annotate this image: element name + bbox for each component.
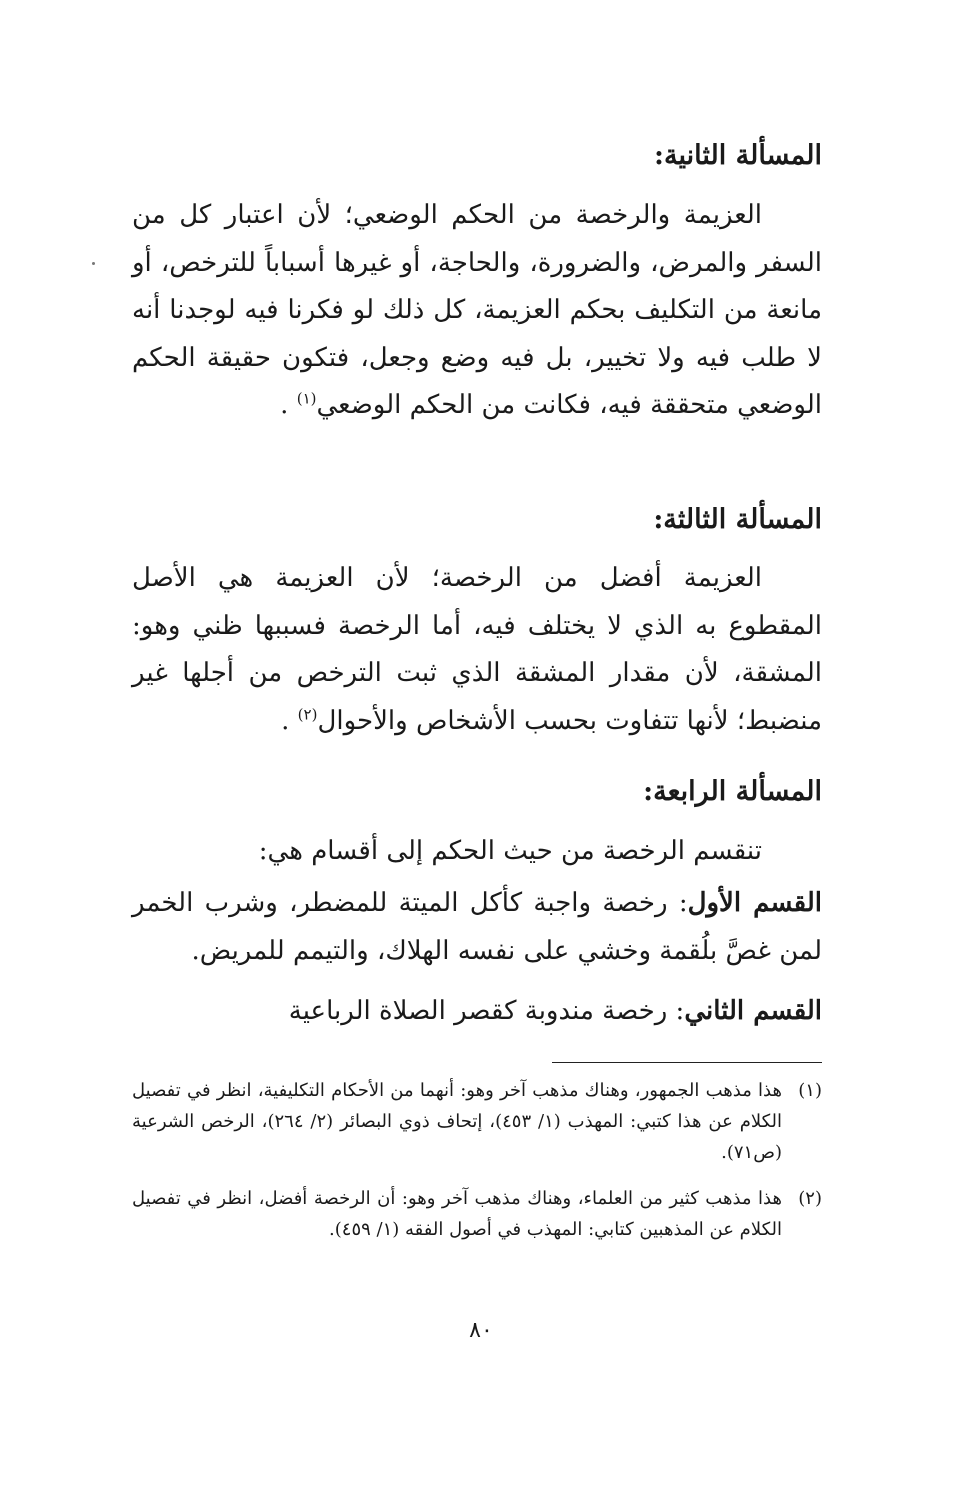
issue-3-heading: المسألة الثالثة: bbox=[653, 504, 822, 535]
issue-2-body: العزيمة والرخصة من الحكم الوضعي؛ لأن اعتبار كل من السفر والمرض، والضرورة، والحاجة، أو غيرها أسباباً للترخص، أو مانعة من التكليف بحكم العزيمة، كل ذلك لو فكرنا فيه لوجدنا أنه لا طلب فيه ولا تخيير، بل فيه وضع وجعل، فتكون حقيقة الحكم الوضعي متحققة فيه، فكانت من الحكم الوضعي bbox=[132, 200, 822, 420]
footnote-ref-2: (٢) bbox=[297, 704, 318, 723]
issue-4-heading: المسألة الرابعة: bbox=[643, 776, 822, 807]
scan-speck bbox=[92, 262, 95, 265]
issue-3-end: . bbox=[281, 705, 290, 736]
footnote-2 bbox=[132, 1183, 822, 1245]
part-2-label: القسم الثاني bbox=[684, 996, 822, 1026]
part-2-text: : رخصة مندوبة كقصر الصلاة الرباعية bbox=[288, 996, 685, 1026]
footnote-1-text: هذا مذهب الجمهور، وهناك مذهب آخر وهو: أنهما من الأحكام التكليفية، انظر في تفصيل الكلام عن هذا كتبي: المهذب (١/ ٤٥٣)، إتحاف ذوي البصائر (٢/ ٢٦٤)، الرخص الشرعية (ص٧١). bbox=[132, 1080, 783, 1163]
footnote-2-text: هذا مذهب كثير من العلماء، وهناك مذهب آخر وهو: أن الرخصة أفضل، انظر في تفصيل الكلام عن المذهبين كتابي: المهذب في أصول الفقه (١/ ٤٥٩). bbox=[132, 1188, 782, 1240]
part-1-text: : رخصة واجبة كأكل الميتة للمضطر، وشرب الخمر لمن غصَّ بلُقمة وخشي على نفسه الهلاك، والتيمم للمريض. bbox=[132, 888, 822, 966]
issue-4-intro-text: تنقسم الرخصة من حيث الحكم إلى أقسام هي: bbox=[258, 836, 762, 866]
footnote-ref-1: (١) bbox=[296, 389, 317, 408]
footnote-1 bbox=[132, 1075, 822, 1168]
page-number: ٨٠ bbox=[469, 1318, 493, 1343]
issue-3-paragraph bbox=[132, 555, 822, 745]
part-1-label: القسم الأول bbox=[687, 888, 822, 918]
issue-2-heading: المسألة الثانية: bbox=[654, 140, 822, 171]
footnote-1-number: (١) bbox=[798, 1080, 822, 1101]
issue-2-paragraph bbox=[132, 192, 822, 430]
issue-4-intro bbox=[132, 828, 822, 876]
issue-3-body: العزيمة أفضل من الرخصة؛ لأن العزيمة هي الأصل المقطوع به الذي لا يختلف فيه، أما الرخصة فسببها ظني وهو: المشقة، لأن مقدار المشقة الذي ثبت الترخص من أجلها غير منضبط؛ لأنها تتفاوت بحسب الأشخاص والأحوال bbox=[132, 563, 822, 736]
footnote-separator bbox=[552, 1062, 822, 1063]
footnote-2-number: (٢) bbox=[798, 1188, 822, 1209]
part-1-paragraph bbox=[132, 880, 822, 975]
issue-2-end: . bbox=[280, 390, 289, 420]
part-2-paragraph bbox=[132, 988, 822, 1036]
